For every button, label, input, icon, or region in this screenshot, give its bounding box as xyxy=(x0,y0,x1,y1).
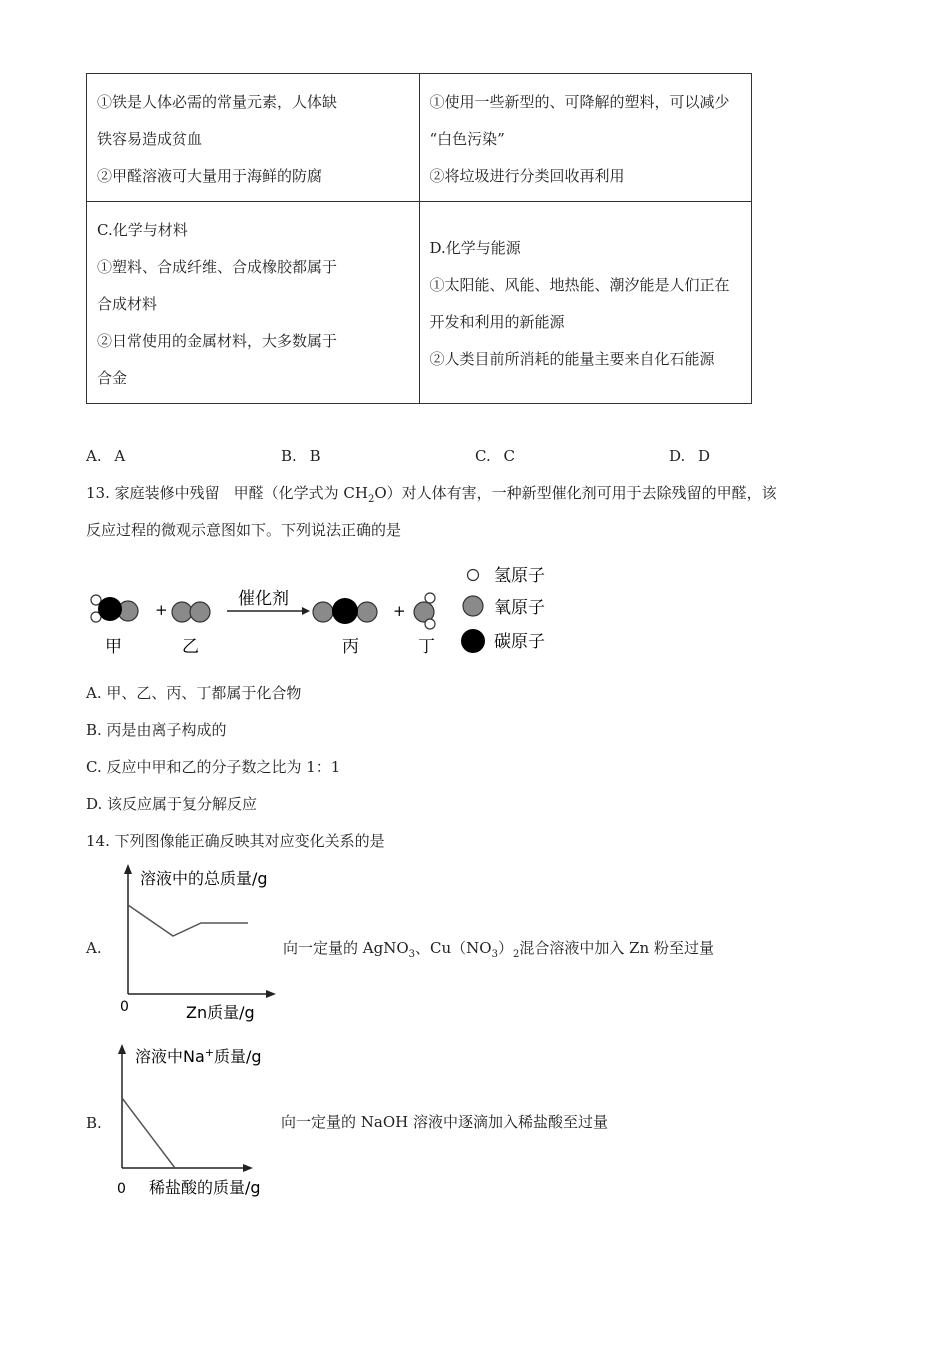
q13-stem-part: O）对人体有害，一种新型催化剂可用于去除残留的甲醛，该 xyxy=(374,484,777,502)
x-axis-arrow xyxy=(243,1164,253,1172)
oxygen-atom xyxy=(190,602,210,622)
table-cell-a xyxy=(87,74,420,202)
q13-option-a[interactable]: A. 甲、乙、丙、丁都属于化合物 xyxy=(86,684,302,702)
option-text: D xyxy=(698,447,711,465)
desc-part: 向一定量的 AgNO xyxy=(283,939,409,957)
q13-subscript: 2 xyxy=(367,494,375,505)
hydrogen-atom xyxy=(425,593,435,603)
q14-b-description: 向一定量的 NaOH 溶液中逐滴加入稀盐酸至过量 xyxy=(281,1113,608,1131)
knowledge-table xyxy=(86,73,752,404)
plus-sign-2: + xyxy=(393,602,406,620)
q13-stem-part: 13. 家庭装修中残留 xyxy=(86,484,220,502)
graph-b-ylabel xyxy=(135,1046,262,1066)
molecule-yi xyxy=(172,602,210,622)
label-bing: 丙 xyxy=(342,637,359,657)
q14-graph-a xyxy=(110,862,290,1027)
reaction-diagram xyxy=(80,560,580,660)
legend-hydrogen-label: 氢原子 xyxy=(494,566,545,586)
legend-oxygen-icon xyxy=(463,596,483,616)
option-letter: C. xyxy=(475,447,491,465)
graph-a-origin: 0 xyxy=(120,999,129,1015)
table-b-line: “白色污染” xyxy=(429,130,505,148)
graph-b-xlabel: 稀盐酸的质量/g xyxy=(149,1178,261,1197)
option-letter: D. xyxy=(669,447,686,465)
option-text: C xyxy=(503,447,515,465)
label-ding: 丁 xyxy=(418,637,435,657)
desc-part: ） xyxy=(497,939,513,957)
desc-part: 、Cu（NO xyxy=(415,939,492,957)
q13-stem-line1 xyxy=(86,483,777,510)
table-b-line: ①使用一些新型的、可降解的塑料，可以减少 xyxy=(429,93,730,111)
graph-b-ylabel-part: 质量/g xyxy=(214,1047,262,1066)
graph-a-xlabel: Zn质量/g xyxy=(186,1003,255,1022)
table-d-line: 开发和利用的新能源 xyxy=(429,313,565,331)
option-letter: A. xyxy=(86,447,102,465)
oxygen-atom xyxy=(357,602,377,622)
hydrogen-atom xyxy=(425,619,435,629)
desc-sub: 2 xyxy=(512,949,520,960)
oxygen-atom xyxy=(172,602,192,622)
graph-b-origin: 0 xyxy=(117,1181,126,1197)
table-c-line: 合成材料 xyxy=(97,295,158,313)
q14-graph-b xyxy=(105,1042,285,1202)
table-c-line: 合金 xyxy=(97,369,128,387)
legend-oxygen-label: 氧原子 xyxy=(494,598,545,618)
x-axis-arrow xyxy=(266,990,276,998)
graph-b-curve xyxy=(122,1098,175,1168)
label-jia: 甲 xyxy=(105,637,122,657)
desc-sub: 3 xyxy=(408,949,416,960)
carbon-atom xyxy=(98,597,122,621)
table-cell-b xyxy=(419,74,752,202)
legend-carbon-icon xyxy=(461,629,485,653)
desc-part: 混合溶液中加入 Zn 粉至过量 xyxy=(519,939,714,957)
q13-option-d[interactable]: D. 该反应属于复分解反应 xyxy=(86,795,258,813)
atom-legend xyxy=(461,566,545,653)
table-d-line: D.化学与能源 xyxy=(429,239,521,257)
q12-option-c[interactable] xyxy=(475,446,515,466)
q14-stem: 14. 下列图像能正确反映其对应变化关系的是 xyxy=(86,832,385,850)
option-text: B xyxy=(309,447,321,465)
label-yi: 乙 xyxy=(182,637,199,657)
q13-option-b[interactable]: B. 丙是由离子构成的 xyxy=(86,721,227,739)
graph-a-ylabel: 溶液中的总质量/g xyxy=(140,869,268,888)
option-letter: B. xyxy=(281,447,297,465)
table-a-line: 铁容易造成贫血 xyxy=(97,130,203,148)
graph-b-ylabel-sup: + xyxy=(204,1046,214,1059)
molecule-bing xyxy=(313,598,377,624)
q12-option-a[interactable] xyxy=(86,446,125,466)
plus-sign-1: + xyxy=(155,601,168,619)
graph-a-curve xyxy=(128,905,248,936)
q13-stem-part: 甲醛（化学式为 CH xyxy=(233,484,368,502)
table-cell-d xyxy=(419,202,752,404)
q12-option-b[interactable] xyxy=(281,446,321,466)
y-axis-arrow xyxy=(124,864,132,874)
q14-a-description xyxy=(283,938,714,965)
table-b-line: ②将垃圾进行分类回收再利用 xyxy=(429,167,625,185)
table-c-line: ①塑料、合成纤维、合成橡胶都属于 xyxy=(97,258,338,276)
q14-option-a-letter[interactable]: A. xyxy=(86,939,102,957)
carbon-atom xyxy=(332,598,358,624)
table-c-line: ②日常使用的金属材料，大多数属于 xyxy=(97,332,338,350)
graph-b-ylabel-part: 溶液中Na xyxy=(135,1047,205,1066)
y-axis-arrow xyxy=(118,1044,126,1054)
molecule-ding xyxy=(414,593,435,629)
desc-sub: 3 xyxy=(491,949,498,960)
table-a-line: ②甲醛溶液可大量用于海鲜的防腐 xyxy=(97,167,323,185)
oxygen-atom xyxy=(313,602,333,622)
catalyst-label: 催化剂 xyxy=(238,589,289,609)
q12-option-d[interactable] xyxy=(669,446,710,466)
reaction-arrow-head xyxy=(302,607,310,615)
legend-hydrogen-icon xyxy=(468,570,479,581)
molecule-jia xyxy=(91,595,138,622)
q14-option-b-letter[interactable]: B. xyxy=(86,1114,102,1132)
table-d-line: ①太阳能、风能、地热能、潮汐能是人们正在 xyxy=(429,276,730,294)
legend-carbon-label: 碳原子 xyxy=(494,632,545,652)
q13-stem-line2: 反应过程的微观示意图如下。下列说法正确的是 xyxy=(86,521,402,539)
table-d-line: ②人类目前所消耗的能量主要来自化石能源 xyxy=(429,350,715,368)
option-text: A xyxy=(114,447,126,465)
table-c-line: C.化学与材料 xyxy=(97,221,188,239)
table-cell-c xyxy=(87,202,420,404)
table-a-line: ①铁是人体必需的常量元素，人体缺 xyxy=(97,93,338,111)
q13-option-c[interactable]: C. 反应中甲和乙的分子数之比为 1：1 xyxy=(86,758,341,776)
